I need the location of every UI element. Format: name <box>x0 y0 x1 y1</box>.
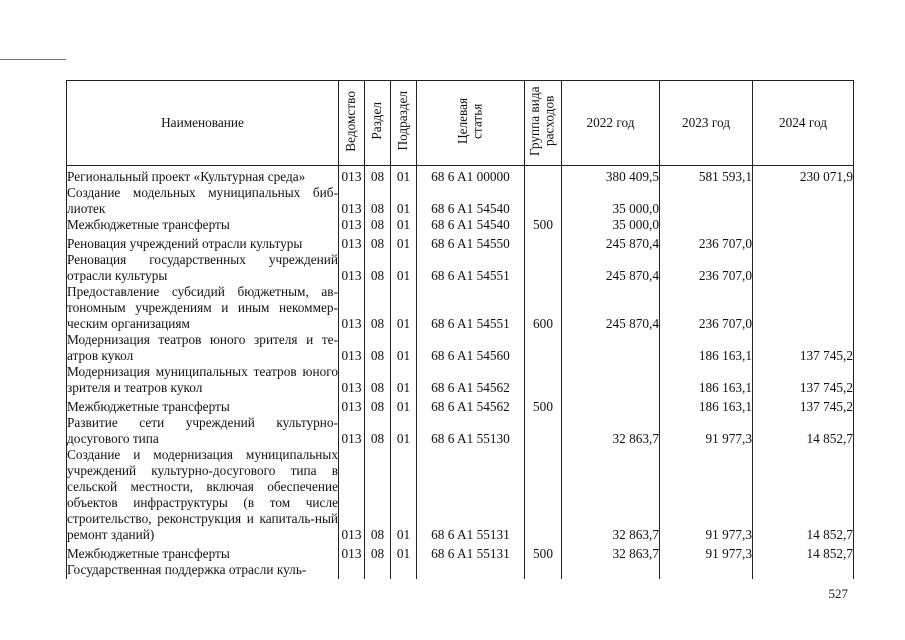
header-ved: Ведомство <box>339 81 365 166</box>
cell-y2023: 236 707,0 <box>660 284 753 332</box>
table-row <box>67 332 854 364</box>
header-2022: 2022 год <box>562 81 660 166</box>
cell-statya: 68 6 A1 55131 <box>417 543 525 562</box>
cell-podrazdel: 01 <box>391 284 417 332</box>
cell-vid: 600 <box>525 284 562 332</box>
cell-ved: 013 <box>339 217 365 233</box>
cell-podrazdel: 01 <box>391 332 417 364</box>
cell-y2023 <box>660 217 753 233</box>
cell-razdel: 08 <box>365 233 391 252</box>
cell-razdel: 08 <box>365 396 391 415</box>
cell-y2022: 32 863,7 <box>562 447 660 543</box>
cell-y2024 <box>753 233 854 252</box>
cell-y2023: 581 593,1 <box>660 166 753 186</box>
cell-statya: 68 6 A1 54562 <box>417 364 525 396</box>
cell-podrazdel: 01 <box>391 233 417 252</box>
cell-name: Развитие сети учреждений культурно-досугового типа <box>67 415 338 446</box>
cell-vid <box>525 415 562 447</box>
table-row <box>67 543 854 562</box>
cell-y2022: 245 870,4 <box>562 252 660 284</box>
cell-y2022: 245 870,4 <box>562 284 660 332</box>
cell-statya: 68 6 A1 54540 <box>417 217 525 233</box>
cell-statya <box>417 562 525 579</box>
header-razdel: Раздел <box>365 81 391 166</box>
cell-y2022 <box>562 562 660 579</box>
cell-vid: 500 <box>525 217 562 233</box>
cell-y2023: 91 977,3 <box>660 415 753 447</box>
cell-name: Региональный проект «Культурная среда» <box>67 166 339 186</box>
cell-y2022: 35 000,0 <box>562 185 660 217</box>
cell-y2022: 32 863,7 <box>562 415 660 447</box>
cell-vid <box>525 252 562 284</box>
cell-ved <box>339 562 365 579</box>
cell-name: Государственная поддержка отрасли куль- <box>67 562 339 579</box>
table-header-row <box>67 81 854 166</box>
cell-y2022 <box>562 332 660 364</box>
cell-name: Межбюджетные трансферты <box>67 396 339 415</box>
cell-y2024: 14 852,7 <box>753 415 854 447</box>
cell-name: Межбюджетные трансферты <box>67 217 339 233</box>
cell-podrazdel <box>391 562 417 579</box>
cell-y2022 <box>562 396 660 415</box>
header-vid: Группа вида расходов <box>525 81 562 166</box>
cell-razdel: 08 <box>365 543 391 562</box>
cell-y2023 <box>660 562 753 579</box>
cell-podrazdel: 01 <box>391 185 417 217</box>
budget-table <box>66 80 854 579</box>
cell-vid <box>525 233 562 252</box>
cell-ved: 013 <box>339 396 365 415</box>
scan-edge-line <box>0 59 66 60</box>
table-row <box>67 166 854 186</box>
cell-name: Предоставление субсидий бюджетным, ав-тономным учреждениям и иным некоммер-ческим организациям <box>67 284 338 331</box>
cell-statya: 68 6 A1 54551 <box>417 284 525 332</box>
cell-podrazdel: 01 <box>391 415 417 447</box>
cell-razdel: 08 <box>365 415 391 447</box>
cell-vid: 500 <box>525 396 562 415</box>
cell-y2022: 35 000,0 <box>562 217 660 233</box>
cell-y2024 <box>753 284 854 332</box>
table-row <box>67 396 854 415</box>
cell-y2024 <box>753 252 854 284</box>
cell-name: Межбюджетные трансферты <box>67 543 339 562</box>
cell-y2023: 91 977,3 <box>660 543 753 562</box>
table-row <box>67 217 854 233</box>
cell-y2023: 91 977,3 <box>660 447 753 543</box>
cell-razdel: 08 <box>365 185 391 217</box>
header-statya: Целевая статья <box>417 81 525 166</box>
cell-y2024 <box>753 217 854 233</box>
cell-podrazdel: 01 <box>391 396 417 415</box>
cell-razdel: 08 <box>365 252 391 284</box>
table-row <box>67 233 854 252</box>
cell-statya: 68 6 A1 54560 <box>417 332 525 364</box>
header-2023: 2023 год <box>660 81 753 166</box>
cell-statya: 68 6 A1 54550 <box>417 233 525 252</box>
table-row <box>67 415 854 447</box>
cell-podrazdel: 01 <box>391 217 417 233</box>
cell-y2024: 230 071,9 <box>753 166 854 186</box>
cell-statya: 68 6 A1 54551 <box>417 252 525 284</box>
cell-ved: 013 <box>339 166 365 186</box>
cell-statya: 68 6 A1 00000 <box>417 166 525 186</box>
cell-vid <box>525 364 562 396</box>
cell-name: Создание и модернизация муниципальных учреждений культурно-досугового типа в сельской местности, включая обеспечение объектов инфраструктуры (в том числе строительство, реконструкция и капиталь-ный ремонт зданий) <box>67 447 338 542</box>
cell-name: Модернизация театров юного зрителя и те-атров кукол <box>67 332 338 363</box>
cell-razdel: 08 <box>365 217 391 233</box>
cell-y2023: 186 163,1 <box>660 332 753 364</box>
cell-statya: 68 6 A1 54562 <box>417 396 525 415</box>
cell-razdel: 08 <box>365 447 391 543</box>
cell-razdel: 08 <box>365 284 391 332</box>
cell-y2024 <box>753 562 854 579</box>
cell-podrazdel: 01 <box>391 252 417 284</box>
cell-y2023: 186 163,1 <box>660 364 753 396</box>
cell-statya: 68 6 A1 55131 <box>417 447 525 543</box>
cell-ved: 013 <box>339 284 365 332</box>
cell-statya: 68 6 A1 54540 <box>417 185 525 217</box>
table-row <box>67 252 854 284</box>
cell-name: Модернизация муниципальных театров юного зрителя и театров кукол <box>67 364 338 395</box>
table-row <box>67 447 854 543</box>
cell-y2023: 236 707,0 <box>660 233 753 252</box>
cell-name: Реновация учреждений отрасли культуры <box>67 233 339 252</box>
cell-razdel <box>365 562 391 579</box>
cell-podrazdel: 01 <box>391 447 417 543</box>
cell-razdel: 08 <box>365 332 391 364</box>
cell-y2024: 14 852,7 <box>753 543 854 562</box>
cell-y2024: 137 745,2 <box>753 396 854 415</box>
cell-vid <box>525 332 562 364</box>
cell-ved: 013 <box>339 415 365 447</box>
cell-y2022: 245 870,4 <box>562 233 660 252</box>
cell-vid: 500 <box>525 543 562 562</box>
table-row <box>67 284 854 332</box>
cell-y2024: 137 745,2 <box>753 332 854 364</box>
cell-y2024 <box>753 185 854 217</box>
cell-ved: 013 <box>339 543 365 562</box>
cell-y2022 <box>562 364 660 396</box>
cell-name: Реновация государственных учреждений отрасли культуры <box>67 252 338 283</box>
cell-vid <box>525 562 562 579</box>
cell-ved: 013 <box>339 185 365 217</box>
cell-y2023: 236 707,0 <box>660 252 753 284</box>
cell-razdel: 08 <box>365 166 391 186</box>
cell-vid <box>525 166 562 186</box>
cell-ved: 013 <box>339 233 365 252</box>
header-name: Наименование <box>67 81 339 166</box>
cell-y2022: 380 409,5 <box>562 166 660 186</box>
table-row <box>67 364 854 396</box>
cell-razdel: 08 <box>365 364 391 396</box>
cell-podrazdel: 01 <box>391 166 417 186</box>
cell-podrazdel: 01 <box>391 543 417 562</box>
cell-y2023: 186 163,1 <box>660 396 753 415</box>
cell-podrazdel: 01 <box>391 364 417 396</box>
cell-ved: 013 <box>339 252 365 284</box>
header-2024: 2024 год <box>753 81 854 166</box>
cell-vid <box>525 185 562 217</box>
page-number: 527 <box>828 586 848 601</box>
cell-statya: 68 6 A1 55130 <box>417 415 525 447</box>
cell-vid <box>525 447 562 543</box>
cell-ved: 013 <box>339 447 365 543</box>
cell-name: Создание модельных муниципальных биб-лиотек <box>67 185 338 216</box>
cell-ved: 013 <box>339 364 365 396</box>
cell-y2024: 14 852,7 <box>753 447 854 543</box>
cell-y2024: 137 745,2 <box>753 364 854 396</box>
cell-y2023 <box>660 185 753 217</box>
header-podrazdel: Подраздел <box>391 81 417 166</box>
cell-y2022: 32 863,7 <box>562 543 660 562</box>
cell-ved: 013 <box>339 332 365 364</box>
table-row <box>67 562 854 579</box>
table-row <box>67 185 854 217</box>
